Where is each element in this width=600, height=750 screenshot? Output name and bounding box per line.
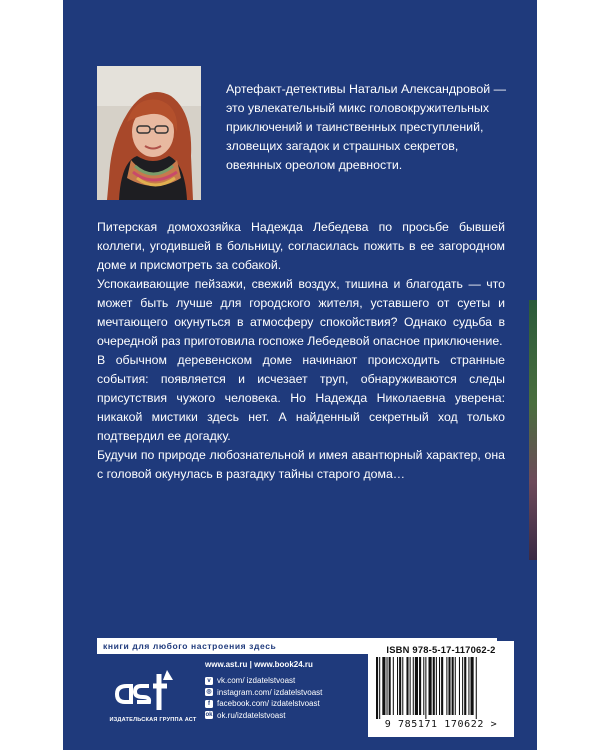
back-cover — [63, 0, 537, 750]
paragraph: Будучи по природе любознательной и имея авантюрный характер, она с головой окунулась в разгадку тайны старого дома… — [97, 448, 505, 481]
barcode-bar — [423, 657, 424, 715]
barcode-bar — [382, 657, 385, 715]
isbn-number: ISBN 978-5-17-117062-2 — [386, 644, 496, 655]
barcode-image — [374, 657, 508, 719]
barcode-bar — [462, 657, 463, 715]
barcode-bar — [397, 657, 398, 715]
neighbor-book-edge — [529, 300, 537, 560]
barcode-bar — [459, 657, 460, 715]
barcode-bar — [464, 657, 466, 715]
barcode-bar — [389, 657, 391, 715]
barcode-bar — [433, 657, 435, 715]
ok-icon: ok — [205, 712, 213, 719]
barcode-bar — [471, 657, 474, 715]
paragraph: Питерская домохозяйка Надежда Лебедева по просьбе бывшей коллеги, угодившей в больницу, согласилась пожить в ее загородном доме и присмотреть за собакой. — [97, 220, 505, 272]
barcode-bar — [387, 657, 388, 715]
publisher-logo — [103, 664, 203, 734]
facebook-icon: f — [205, 700, 213, 708]
barcode-bar — [376, 657, 378, 719]
intro-text: Артефакт-детективы Натальи Александровой — это увлекательный микс головокружительных приключений и таинственных преступлений, зловещих загадок и страшных секретов, овеянных ореолом древности. — [226, 82, 506, 172]
barcode-bar — [446, 657, 447, 715]
ast-logo-icon — [103, 664, 203, 716]
publisher-links — [205, 660, 365, 721]
social-link-vk[interactable] — [205, 675, 365, 687]
barcode-bar — [439, 657, 440, 715]
social-link-text: facebook.com/ izdatelstvoast — [217, 699, 320, 709]
barcode-bar — [429, 657, 432, 715]
website-links[interactable]: www.ast.ru | www.book24.ru — [205, 660, 313, 669]
publisher-label: ИЗДАТЕЛЬСКАЯ ГРУППА АСТ — [109, 717, 197, 723]
barcode-bar — [393, 657, 394, 715]
paragraph: Успокаивающие пейзажи, свежий воздух, тишина и благодать — что может быть лучше для городского жителя, уставшего от суеты и мечтающего окунуться в атмосферу спокойствия? Однако судьба в очередной раз приготовила госпоже Лебедевой опасное приключение. — [97, 277, 505, 348]
author-photo — [97, 66, 201, 200]
social-link-instagram[interactable] — [205, 687, 365, 699]
barcode-bar — [448, 657, 450, 715]
vk-icon: v — [205, 677, 213, 685]
barcode-bar — [455, 657, 456, 715]
barcode-bar — [476, 657, 477, 719]
barcode-bar — [410, 657, 411, 715]
tagline-bar: книги для любого настроения здесь — [97, 638, 497, 654]
annotation-text — [97, 218, 505, 484]
barcode-bar — [452, 657, 454, 715]
barcode-bar — [415, 657, 418, 715]
instagram-icon: ◎ — [206, 689, 212, 696]
barcode-bar — [419, 657, 421, 715]
social-link-text: vk.com/ izdatelstvoast — [217, 676, 296, 686]
social-link-facebook[interactable] — [205, 698, 365, 710]
barcode-bar — [436, 657, 437, 715]
barcode-bar — [399, 657, 401, 715]
barcode-bar — [406, 657, 408, 715]
barcode-bar — [413, 657, 414, 715]
barcode-bar — [379, 657, 380, 719]
social-link-text: ok.ru/izdatelstvoast — [217, 710, 286, 720]
barcode-bar — [441, 657, 443, 715]
barcode-box — [368, 641, 514, 737]
paragraph: В обычном деревенском доме начинают происходить странные события: появляется и исчезает труп, обнаруживаются следы присутствия чужого человека. Но Надежда Николаевна уверена: никакой мистики здесь нет. А найденный секретный ход только подтвердил ее догадку. — [97, 353, 505, 443]
social-link-ok[interactable] — [205, 710, 365, 722]
barcode-bar — [425, 657, 426, 719]
barcode-digits: 9 785171 170622 > — [384, 719, 498, 730]
social-link-text: instagram.com/ izdatelstvoast — [217, 687, 323, 697]
barcode-bar — [402, 657, 403, 715]
author-portrait-image — [97, 66, 201, 200]
barcode-bar — [468, 657, 469, 715]
